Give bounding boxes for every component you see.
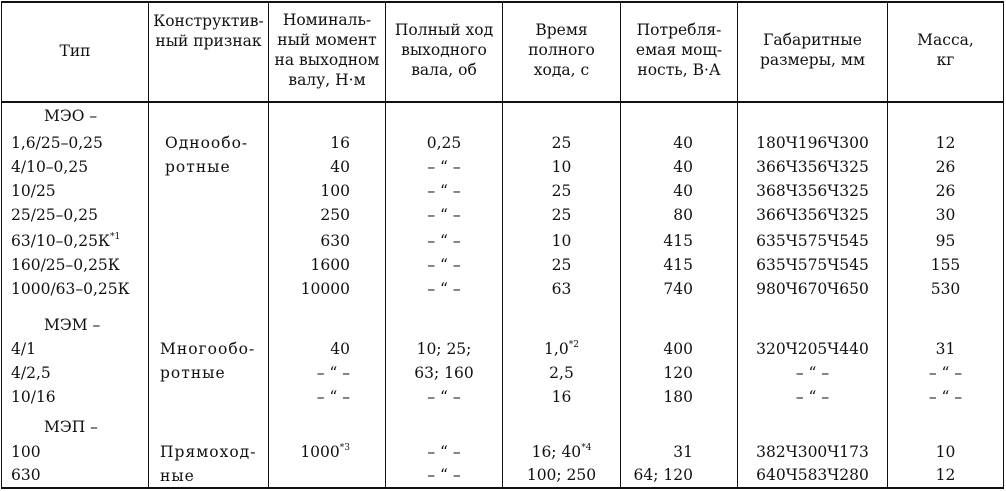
cell-torque: 250	[320, 206, 350, 224]
cell-travel: – “ –	[427, 158, 461, 176]
cell-torque: 10000	[300, 280, 350, 298]
cell-time: 1,0$^{*2}$	[544, 340, 579, 358]
group-name-mep: МЭП –	[44, 418, 98, 436]
header-feature: Конструктив- ный признак	[153, 12, 264, 50]
cell-type: 630	[11, 466, 41, 484]
header-mass: Масса, кг	[917, 31, 974, 69]
cell-torque: 1000$^{*3}$	[300, 443, 350, 461]
cell-travel: – “ –	[427, 256, 461, 274]
cell-mass: 95	[935, 232, 956, 250]
cell-time: 16; 40$^{*4}$	[531, 443, 592, 461]
cell-time: 25	[551, 182, 572, 200]
cell-time: 10	[551, 232, 572, 250]
cell-travel: – “ –	[427, 206, 461, 224]
cell-dims: 180Ч196Ч300	[756, 134, 869, 152]
cell-travel: 63; 160	[414, 364, 474, 382]
cell-type: 10/16	[11, 388, 56, 406]
col-rule	[1003, 1, 1004, 488]
cell-type: $63/10-0,25К^{*1}$	[11, 232, 121, 250]
col-rule	[148, 1, 149, 488]
cell-power: 415	[663, 256, 693, 274]
cell-dims: 382Ч300Ч173	[756, 443, 869, 461]
cell-dims: 320Ч205Ч440	[756, 340, 869, 358]
cell-type: 160/25–0,25К	[11, 256, 120, 274]
feature-mem: Многообо- ротные	[160, 340, 256, 382]
cell-power: 740	[663, 280, 693, 298]
cell-mass: – “ –	[928, 388, 963, 406]
cell-mass: 26	[935, 182, 956, 200]
cell-time: 63	[551, 280, 572, 298]
header-travel: Полный ход выходного вала, об	[394, 21, 494, 79]
cell-type: 1,6/25–0,25	[11, 134, 103, 152]
cell-mass: 530	[930, 280, 961, 298]
cell-torque: 40	[330, 158, 350, 176]
cell-type: 1000/63–0,25К	[11, 280, 130, 298]
cell-torque: – “ –	[316, 364, 350, 382]
cell-time: 25	[551, 256, 572, 274]
cell-type: 10/25	[11, 182, 56, 200]
cell-dims: – “ –	[795, 388, 830, 406]
cell-mass: 12	[935, 134, 956, 152]
cell-power: 64; 120	[633, 466, 693, 484]
cell-torque: 40	[330, 340, 350, 358]
cell-type: 100	[11, 443, 41, 461]
cell-travel: – “ –	[427, 466, 461, 484]
cell-dims: – “ –	[795, 364, 830, 382]
cell-torque: – “ –	[316, 388, 350, 406]
footnote-mark: *2	[568, 340, 579, 350]
cell-travel: – “ –	[427, 182, 461, 200]
cell-dims: 635Ч575Ч545	[756, 232, 869, 250]
cell-power: 31	[673, 443, 693, 461]
cell-dims: 635Ч575Ч545	[756, 256, 869, 274]
cell-power: 120	[663, 364, 693, 382]
cell-dims: 368Ч356Ч325	[756, 182, 869, 200]
cell-dims: 980Ч670Ч650	[756, 280, 869, 298]
cell-travel: – “ –	[427, 443, 461, 461]
cell-mass: 10	[935, 443, 956, 461]
cell-torque: 16	[330, 134, 350, 152]
cell-time: 25	[551, 206, 572, 224]
group-name-meo: МЭО –	[44, 107, 98, 125]
cell-time: 10	[551, 158, 572, 176]
group-name-mem: МЭМ –	[44, 316, 101, 334]
cell-power: 40	[673, 158, 693, 176]
cell-power: 415	[663, 232, 693, 250]
cell-mass: 30	[935, 206, 956, 224]
cell-type: 4/2,5	[11, 364, 51, 382]
cell-mass: 155	[930, 256, 961, 274]
header-dims: Габаритные размеры, мм	[759, 31, 866, 69]
cell-mass: 26	[935, 158, 956, 176]
cell-type: 4/1	[11, 340, 36, 358]
footnote-mark: *1	[109, 232, 121, 242]
cell-power: 80	[673, 206, 693, 224]
feature-mep: Прямоход- ные	[160, 443, 257, 485]
cell-torque: 630	[320, 232, 350, 250]
footnote-mark: *3	[339, 443, 350, 453]
cell-time: 16	[551, 388, 572, 406]
cell-dims: 366Ч356Ч325	[756, 158, 869, 176]
cell-power: 400	[663, 340, 693, 358]
cell-travel: 10; 25;	[416, 340, 472, 358]
col-rule	[1, 1, 2, 488]
header-torque: Номиналь- ный момент на выходном валу, Н·м	[274, 11, 380, 89]
cell-type: 4/10–0,25	[11, 158, 89, 176]
footnote-mark: *4	[581, 443, 592, 453]
cell-time: 2,5	[549, 364, 574, 382]
cell-travel: – “ –	[427, 280, 461, 298]
cell-power: 40	[673, 182, 693, 200]
cell-dims: 640Ч583Ч280	[756, 466, 869, 484]
cell-mass: – “ –	[928, 364, 963, 382]
feature-meo: Однообо- ротные	[165, 134, 249, 176]
cell-travel: 0,25	[426, 134, 462, 152]
cell-travel: – “ –	[427, 232, 461, 250]
cell-type: 25/25–0,25	[11, 206, 98, 224]
cell-torque: 1600	[310, 256, 350, 274]
cell-power: 40	[673, 134, 693, 152]
cell-mass: 12	[935, 466, 956, 484]
cell-time: 100; 250	[526, 466, 597, 484]
cell-torque: 100	[320, 182, 350, 200]
cell-travel: – “ –	[427, 388, 461, 406]
cell-time: 25	[551, 134, 572, 152]
cell-dims: 366Ч356Ч325	[756, 206, 869, 224]
cell-power: 180	[663, 388, 693, 406]
header-power: Потребля- емая мощ- ность, В·А	[635, 21, 723, 79]
cell-mass: 31	[935, 340, 956, 358]
header-type: Тип	[59, 42, 91, 60]
header-time: Время полного хода, с	[528, 21, 595, 79]
